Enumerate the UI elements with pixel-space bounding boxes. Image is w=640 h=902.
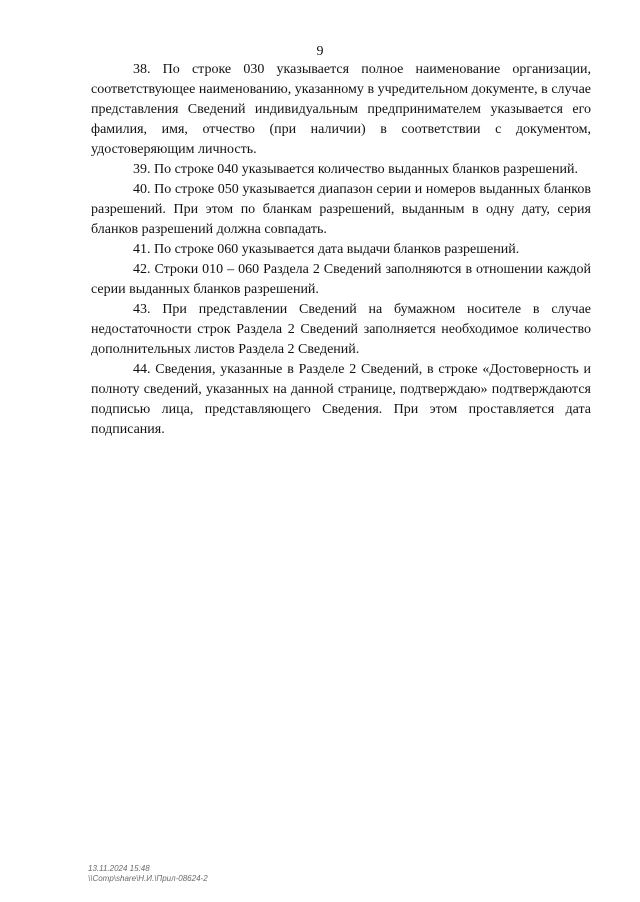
paragraph-39: 39. По строке 040 указывается количество выданных бланков разрешений. <box>133 162 578 177</box>
document-footer <box>88 864 208 884</box>
document-body <box>91 60 591 440</box>
paragraph-40: 40. По строке 050 указывается диапазон серии и номеров выданных бланков разрешений. При этом по бланкам разрешений, выданным в одну дату, серия бланков разрешений должна совпадать. <box>91 182 591 237</box>
paragraph-38: 38. По строке 030 указывается полное наименование организации, соответствующее наименованию, указанному в учредительном документе, в случае представления Сведений индивидуальным предпринимателем указывается его фамилия, имя, отчество (при наличии) в соответствии с документом, удостоверяющим личность. <box>91 62 591 157</box>
paragraph-41: 41. По строке 060 указывается дата выдачи бланков разрешений. <box>133 242 520 257</box>
paragraph-42: 42. Строки 010 – 060 Раздела 2 Сведений заполняются в отношении каждой серии выданных бланков разрешений. <box>91 262 591 297</box>
paragraph-44: 44. Сведения, указанные в Разделе 2 Сведений, в строке «Достоверность и полноту сведений, указанных на данной странице, подтверждаю» подтверждаются подписью лица, представляющего Сведения. При этом проставляется дата подписания. <box>91 362 591 437</box>
footer-file-path: \\Comp\share\Н.И.\Прил-08624-2 <box>88 874 208 883</box>
footer-timestamp: 13.11.2024 15:48 <box>88 864 150 873</box>
paragraph-43: 43. При представлении Сведений на бумажном носителе в случае недостаточности строк Раздела 2 Сведений заполняется необходимое количество дополнительных листов Раздела 2 Сведений. <box>91 302 591 357</box>
page-number: 9 <box>316 44 324 59</box>
